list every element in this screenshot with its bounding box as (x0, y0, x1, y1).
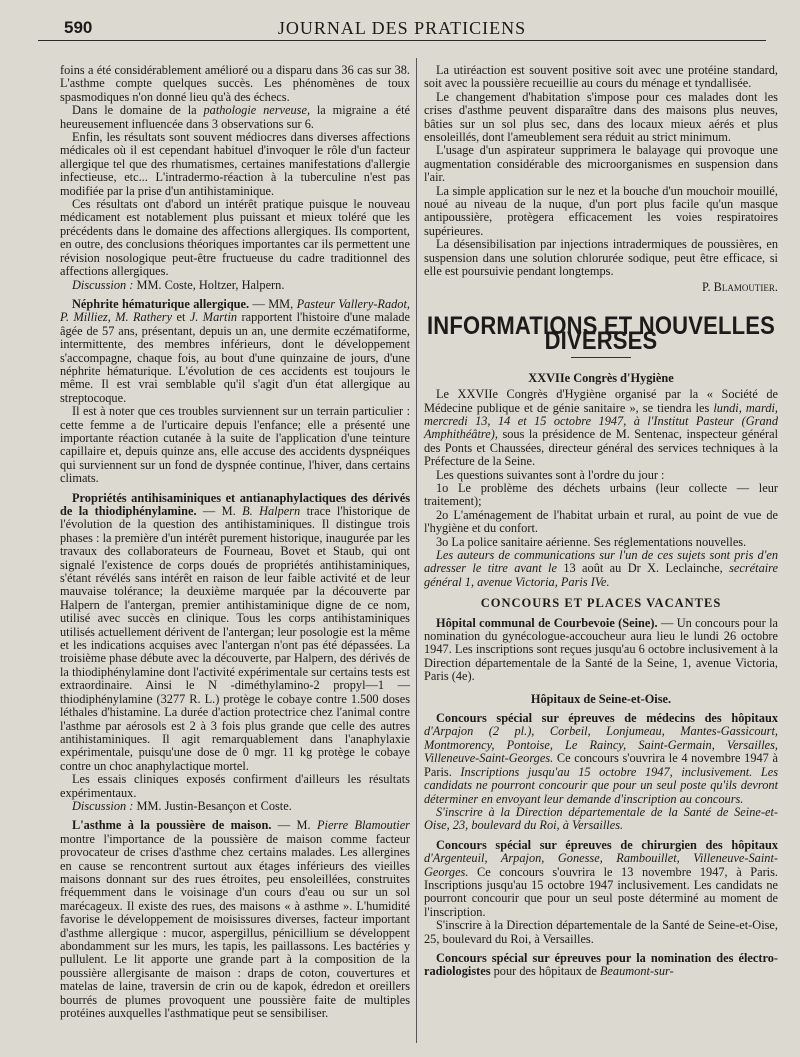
text-run-italic: secrétaire général 1, avenue Victoria, Paris IVe. (424, 561, 778, 589)
article-title: Propriétés antihisaminiques et antianaphylactiques des dérivés de la thiodiphénylamine. (60, 490, 410, 518)
page-number: 590 (64, 18, 93, 37)
article-title: L'asthme à la poussière de maison. (72, 818, 272, 833)
discussion-text: MM. Justin-Besançon et Coste. (133, 798, 292, 813)
asthme-article (60, 819, 410, 1020)
text-run: la migraine a été heureusement influencée dans 3 observations sur 6. (60, 103, 410, 131)
asthme-paragraph-4: L'usage d'un aspirateur supprimera le balayage qui provoque une augmentation considérable des microorganismes en suspension dans l'air. (424, 143, 778, 185)
asthme-paragraph-3: Le changement d'habitation s'impose pour ces malades dont les crises d'asthme peuvent disparaître dans des maisons plus neuves, bâties sur un sol plus sec, dans des locaux mieux aérés et plus ensoleillés, dont l'ameublement sera réduit au strict minimum. (424, 89, 778, 145)
text-run-italic: d'Arpajon (2 pl.), Corbeil, Lonjumeau, Mantes-Gassicourt, Montmorency, Pontoise, Le Raincy, Saint-Germain, Versailles, Villeneuve-Saint-Georges. (424, 724, 778, 766)
text-run: Dans le domaine de la (72, 103, 204, 118)
intro-paragraph-2 (60, 104, 410, 131)
asthme-paragraph-2: La utiréaction est souvent positive soit avec une protéine standard, soit avec la poussière recueillie au cours du ménage et tyndallisée. (424, 63, 778, 91)
text-run: Dr X. Leclainche, (627, 561, 723, 576)
text-run-italic: Les auteurs de communications sur l'un de ces sujets sont pris d'en adresser le titre avant le (424, 548, 778, 576)
text-run: — MM, (249, 296, 297, 311)
right-column (424, 64, 778, 979)
props-article (60, 492, 410, 774)
discussion-1 (60, 279, 410, 292)
nephrite-article (60, 298, 410, 405)
congres-paragraph-1 (424, 388, 778, 468)
text-run: Ce concours s'ouvrira le 13 novembre 1947, à Paris. Inscriptions jusqu'au 15 octobre 1947 inclusivement. Les candidats ne pourront concourir que pour un seul poste déterminé au moment de l'inscription. (424, 864, 778, 919)
courbevoie-paragraph (424, 617, 778, 684)
congres-question-3: 3o La police sanitaire aérienne. Ses réglementations nouvelles. (436, 534, 747, 549)
intro-paragraph-3: Enfin, les résultats sont souvent médiocres dans diverses affections médicales où il est cependant habituel d'invoquer le rôle d'un facteur allergique tel que des rhumatismes, certaines manifestations d'allergie infectieuse, etc... L'intradermo-réaction à la tuberculine n'est pas modifiée par la prise d'un antihistaminique. (60, 130, 410, 198)
intro-paragraph-4: Ces résultats ont d'abord un intérêt pratique puisque le nouveau médicament est notablement plus puissant et mieux toléré que les précédents dans le domaine des affections allergiques. Ils comportent, en outre, des conclusions théoriques importantes car ils permettent une révision nosologique peut-être fructueuse du cadre traditionnel des affections allergiques. (60, 197, 410, 279)
text-run-italic: Beaumont-sur- (599, 964, 674, 979)
text-run-italic: lundi, mardi, mercredi 13, 14 et 15 octobre 1947, à l'Institut Pasteur (Grand Amphithéâtre), (424, 400, 779, 442)
article-author: Pierre Blamoutier (316, 818, 410, 833)
congres-paragraph-2: Les questions suivantes sont à l'ordre du jour : (436, 467, 665, 482)
article-title: Concours spécial sur épreuves de médecins des hôpitaux (436, 711, 778, 726)
article-author: B. Halpern (242, 504, 301, 518)
congres-heading: XXVIIe Congrès d'Hygiène (528, 370, 674, 385)
concours-chirurgiens (424, 839, 778, 919)
author-signature: P. Blamoutier. (702, 279, 778, 294)
props-paragraph-2: Les essais cliniques exposés confirment d'ailleurs les résultats expérimentaux. (60, 772, 410, 800)
discussion-label: Discussion : (72, 277, 134, 292)
concours-chirurgiens-inscription: S'inscrire à la Direction départementale de la Santé de Seine-et-Oise, 25, boulevard du Roi, à Versailles. (424, 918, 778, 946)
banner-divider (571, 357, 631, 358)
text-run: sous la présidence de M. Sentenac, inspecteur général des Ponts et Chaussées, directeur général des services techniques à la Préfecture de la Seine. (424, 427, 778, 469)
text-run: 13 août au (556, 561, 628, 576)
asthme-paragraph-6: La désensibilisation par injections intradermiques de poussières, en suspension dans une solution chlorurée sodique, peut être efficace, si elle est poursuivie pendant longtemps. (424, 237, 778, 279)
nephrite-paragraph-2: Il est à noter que ces troubles surviennent sur un terrain particulier : cette femme a de l'urticaire depuis l'enfance; elle a présenté une importante réaction cutanée à la suite de l'application d'une teinture capillaire et, depuis quinze ans, elle accuse des accidents dyspnéiques qui surviennent sur un fond de dyspnée continue, l'hiver, dans certains climats. (60, 404, 410, 486)
article-author: J. Martin (189, 310, 238, 325)
discussion-label: Discussion : (72, 798, 134, 813)
page-header (38, 18, 766, 41)
concours-medecins (424, 712, 778, 806)
text-run: — M. (271, 818, 317, 833)
seine-oise-heading: Hôpitaux de Seine-et-Oise. (530, 691, 672, 706)
text-run-italic: d'Argenteuil, Arpajon, Gonesse, Rambouillet, Villeneuve-Saint-Georges. (424, 851, 778, 879)
discussion-text: MM. Coste, Holtzer, Halpern. (133, 277, 285, 292)
discussion-2 (60, 800, 410, 813)
section-banner: INFORMATIONS ET NOUVELLES DIVERSES (426, 310, 776, 356)
journal-title: JOURNAL DES PRATICIENS (277, 18, 527, 38)
article-body: trace l'historique de l'évolution de la question des antihistaminiques. Il distingue trois phases : la première d'un intérêt purement historique, inaugurée par les travaux des collaborateurs de Fourneau, Bovet et Staub, qui ont signalé l'existence de corps doués de propriétés antihistaminiques, s'étant révélés sans intérêt en raison de leur faible activité et de leur mauvaise tolérance; la deuxième marquée par la découverte par Halpern de l'antergan, premier antihistaminique digne de ce nom, utilisé avec succès en clinique. Tous les corps antihistaminiques utilisés actuellement dérivent de l'antergan; leur posologie est la même et les indications acquises avec l'antergan n'ont pas été dépassées. La troisième phase débute avec la découverte, par Halpern, des dérivés de la thiodiphénylamine dont l'activité expérimentale sur certains tests est extraordinaire. Ainsi le N -diméthylamino-2 propyl—1 — thiodiphénylamine (3277 R. L.) protège le cobaye contre 1.500 doses léthales d'histamine. La durée d'action protectrice chez l'animal contre l'asthme par aérosols est 2 à 3 fois plus grande que celle des autres antihistaminiques. Il agit remarquablement dans l'anaphylaxie expérimentale, puisqu'une dose de 0 mgr. 11 kg protège le cobaye contre un choc anaphylactique mortel. (60, 504, 410, 773)
article-authors: Pasteur Vallery-Radot, P. Milliez, M. Rathery (60, 296, 410, 325)
article-title: Concours spécial sur épreuves de chirurgien des hôpitaux (436, 837, 778, 852)
text-run: — M. (196, 504, 243, 518)
article-title: Hôpital communal de Courbevoie (Seine). (436, 615, 658, 630)
congres-paragraph-3 (424, 549, 778, 589)
concours-medecins-inscription: S'inscrire à la Direction départementale de la Santé de Seine-et-Oise, 23, boulevard du Roi, à Versailles. (424, 804, 778, 833)
concours-heading: CONCOURS ET PLACES VACANTES (480, 596, 722, 611)
concours-radiologistes (424, 952, 778, 979)
asthme-paragraph-5: La simple application sur le nez et la bouche d'un mouchoir mouillé, noué au niveau de la nuque, d'un port plus facile qu'un masque antipoussière, protègera efficacement les voies respiratoires supérieures. (424, 183, 778, 238)
text-run: Ce concours s'ouvrira le 4 novembre 1947 à Paris. (424, 751, 778, 779)
article-body: rapportent l'histoire d'une malade âgée de 57 ans, présentant, depuis un an, une dermite eczématiforme, intermittente, des membres inférieurs, dont le développement s'accompagne, chaque fois, au bout d'une quinzaine de jours, d'une néphrite hématurique. L'évolution de ces accidents est toujours le même. Il est vrai semblable qu'il s'agit d'un état allergique au streptocoque. (60, 310, 410, 405)
text-run: et (172, 310, 190, 325)
congres-question-1: 1o Le problème des déchets urbains (leur collecte — leur traitement); (424, 480, 778, 509)
congres-question-2: 2o L'aménagement de l'habitat urbain et rural, au point de vue de l'hygiène et du confort. (424, 507, 778, 536)
column-divider (416, 58, 417, 1043)
article-body: — Un concours pour la nomination du gynécologue-accoucheur aura lieu le lundi 26 octobre 1947. Les inscriptions sont reçues jusqu'au 6 octobre inclusivement à la Direction départementale de la Santé de la Seine, 1, avenue Victoria, Paris (4e). (424, 615, 778, 684)
text-run: pour des hôpitaux de (490, 964, 600, 979)
left-column (60, 64, 410, 1020)
article-title: Néphrite hématurique allergique. (72, 296, 250, 311)
text-run: Le XXVIIe Congrès d'Hygiène organisé par la « Société de Médecine publique et de génie sanitaire », se tiendra les (424, 387, 778, 415)
article-body: montre l'importance de la poussière de maison comme facteur provocateur de crises d'asthme chez certains malades. Les allergines en cause se rencontrent surtout aux étages inférieurs des vieilles maisons donnant sur des rues étroites, peu ensoleillées, construites fréquemment dans le voisinage d'un cours d'eau ou sur un sol marécageux. Il existe des rues, des maisons « à asthme ». L'humidité favorise le développement de moisissures diverses, facteur important d'asthme allergique : mucor, aspergillus, pénicillium se développent abondamment sur les murs, les tapis, les paillassons. Les bactéries y pullulent. Le lit apporte une grande part à la composition de la poussière allergisante de maison : draps de coton, couvertures et matelas de laine, traversin de crin ou de kapok, édredon et oreillers bourrés de plumes provoquent une poussière faite de multiples protéines auxquelles l'asthmatique peut se sensibiliser. (60, 831, 410, 1021)
intro-paragraph-1: foins a été considérablement amélioré ou a disparu dans 36 cas sur 38. L'asthme compte quelques succès. Les phénomènes de toux spasmodiques n'on donné lieu qu'à des échecs. (60, 63, 410, 104)
text-run-italic: pathologie nerveuse, (203, 103, 311, 118)
text-run-italic: Inscriptions jusqu'au 15 octobre 1947, inclusivement. Les candidats ne pourront concourir que pour un seul poste qu'ils devront déterminer en envoyant leur demande d'inscription au concours. (424, 764, 778, 806)
article-title: Concours spécial sur épreuves pour la nomination des électro-radiologistes (424, 950, 778, 979)
